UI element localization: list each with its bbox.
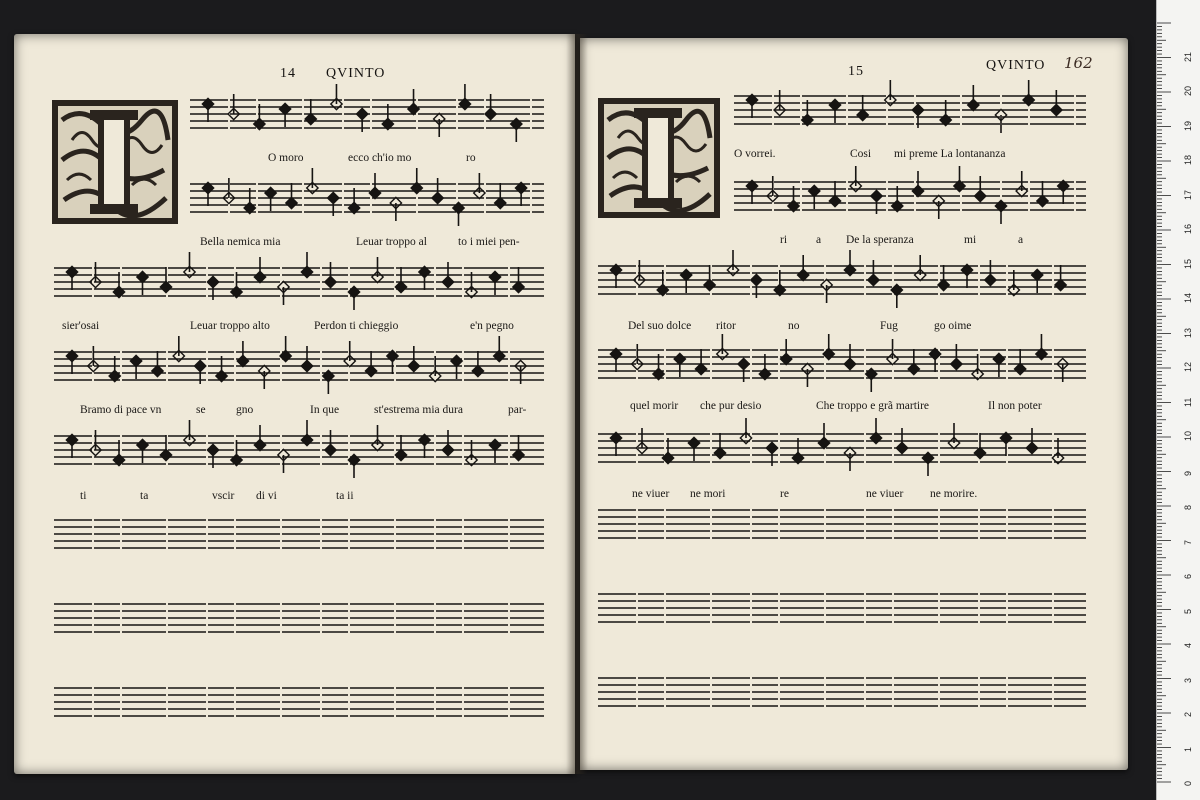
lyric-l4-3: gno [236,404,254,416]
lyric-l5-2: ta [140,490,149,502]
lyric-r2-2: a [816,234,822,246]
lyric-r5-1: ne viuer [632,488,670,500]
lyric-r3-1: Del suo dolce [628,320,692,332]
ruler-label: 9 [1183,470,1193,476]
right-empty-staff-1 [598,510,1086,538]
lyric-l4-4: In que [310,404,340,416]
ruler-label: 13 [1183,327,1193,338]
lyric-r2-1: ri [780,234,788,246]
right-staff-4 [598,334,1086,392]
right-staff-1 [734,80,1086,133]
ruler-label: 19 [1183,120,1193,131]
ruler-label: 17 [1183,189,1193,200]
left-staff-1 [190,84,544,142]
right-page-number: 15 [848,64,864,79]
lyric-l4-2: se [196,404,206,416]
right-staff-3 [598,250,1086,308]
lyric-r2-3: De la speranza [846,234,914,246]
lyric-l5-1: ti [80,490,87,502]
lyric-l5-4: di vi [256,490,277,502]
lyric-l1-2: ecco ch'io mo [348,152,412,164]
lyric-r4-2: che pur desio [700,400,762,412]
lyric-l4-5: st'estrema mia dura [374,404,463,416]
lyric-r1-3: mi preme La lontananza [894,148,1006,160]
lyric-l3-1: sier'osai [62,320,100,332]
right-empty-staff-2 [598,594,1086,622]
lyric-r2-4: mi [964,234,977,246]
ruler-label: 14 [1183,292,1193,303]
lyric-r5-3: re [780,488,789,500]
lyric-r4-1: quel morir [630,400,679,412]
measurement-ruler [1156,0,1200,800]
left-staff-2 [190,168,544,226]
left-staff-5 [54,420,544,478]
ruler-label: 2 [1183,711,1193,717]
left-empty-staff-2 [54,604,544,632]
lyric-l3-2: Leuar troppo alto [190,320,270,332]
ruler-label: 1 [1183,746,1193,752]
lyric-r5-5: ne morire. [930,488,978,500]
lyric-r4-3: Che troppo e grã martire [816,400,930,412]
left-empty-staff-1 [54,520,544,548]
lyric-r5-4: ne viuer [866,488,904,500]
left-voice-label: QVINTO [326,66,386,81]
left-staff-3 [54,252,544,310]
lyric-r3-4: Fug [880,320,898,332]
left-page-number: 14 [280,66,296,81]
ruler-label: 20 [1183,85,1193,96]
ruler-label: 18 [1183,154,1193,165]
folio-handwritten-note: 162 [1064,54,1093,72]
ruler-label: 6 [1183,573,1193,579]
lyric-l2-3: to i miei pen- [458,236,520,248]
lyric-l3-3: Perdon ti chieggio [314,320,399,332]
ruler-label: 4 [1183,642,1193,648]
lyric-l5-5: ta ii [336,490,354,502]
lyric-l2-1: Bella nemica mia [200,236,281,248]
ruler-label: 3 [1183,677,1193,683]
lyric-r5-2: ne mori [690,488,726,500]
lyric-l2-2: Leuar troppo al [356,236,427,248]
lyric-r3-5: go oime [934,320,972,332]
lyric-l5-3: vscir [212,490,235,502]
right-staff-5 [598,418,1086,476]
lyric-l3-4: e'n pegno [470,320,514,332]
ruler-label: 12 [1183,361,1193,372]
lyric-l4-1: Bramo di pace vn [80,404,162,416]
lyric-r3-2: ritor [716,320,736,332]
lyric-r1-1: O vorrei. [734,148,776,160]
lyric-l4-6: par- [508,404,527,416]
ruler-label: 16 [1183,223,1193,234]
lyric-r3-3: no [788,320,800,332]
lyric-l1-1: O moro [268,152,304,164]
ruler-label: 7 [1183,539,1193,545]
lyric-r1-2: Cosi [850,148,872,160]
lyric-r2-5: a [1018,234,1024,246]
lyric-r4-4: Il non poter [988,400,1042,412]
ruler-label: 5 [1183,608,1193,614]
ruler-label: 11 [1183,397,1193,407]
ruler-label: 15 [1183,258,1193,269]
ruler-label: 21 [1183,51,1193,62]
lyric-l1-3: ro [466,152,476,164]
right-staff-2 [734,166,1086,224]
left-empty-staff-3 [54,688,544,716]
left-staff-4 [54,336,544,394]
right-empty-staff-3 [598,678,1086,706]
ruler-ticks [1157,0,1200,800]
right-voice-label: QVINTO [986,58,1046,73]
ruler-label: 10 [1183,430,1193,441]
ruler-label: 8 [1183,504,1193,510]
ruler-label: 0 [1183,780,1193,786]
